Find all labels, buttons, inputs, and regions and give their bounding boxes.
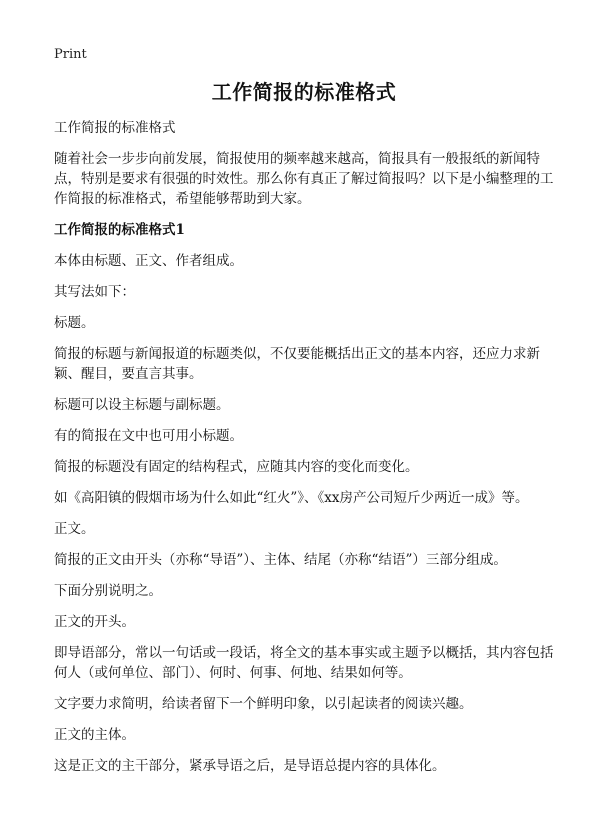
- paragraph: 下面分别说明之。: [54, 583, 162, 599]
- paragraph: 有的简报在文中也可用小标题。: [54, 428, 243, 444]
- paragraph: 文字要力求简明，给读者留下一个鲜明印象，以引起读者的阅读兴趣。: [54, 696, 473, 712]
- paragraph: 随着社会一步步向前发展，简报使用的频率越来越高，简报具有一般报纸的新闻特点，特别是要求有很强的时效性。那么你有真正了解过简报吗？以下是小编整理的工作简报的标准格式，希望能够帮助到大家。: [54, 151, 554, 207]
- document-page: [54, 78, 554, 787]
- paragraph: 标题可以设主标题与副标题。: [54, 397, 230, 413]
- paragraph: 简报的正文由开头（亦称“导语”）、主体、结尾（亦称“结语”）三部分组成。: [54, 552, 507, 568]
- section-heading: 工作简报的标准格式1: [54, 222, 185, 238]
- paragraph: 正文的开头。: [54, 614, 135, 630]
- print-link[interactable]: Print: [54, 47, 87, 62]
- paragraph: 这是正文的主干部分，紧承导语之后，是导语总提内容的具体化。: [54, 758, 446, 774]
- paragraph: 简报的标题与新闻报道的标题类似，不仅要能概括出正文的基本内容，还应力求新颖、醒目，要直言其事。: [54, 346, 540, 382]
- paragraph: 标题。: [54, 315, 95, 331]
- paragraph: 即导语部分，常以一句话或一段话，将全文的基本事实或主题予以概括，其内容包括何人（或何单位、部门）、何时、何事、何地、结果如何等。: [54, 645, 554, 681]
- paragraph: 本体由标题、正文、作者组成。: [54, 253, 243, 269]
- paragraph: 简报的标题没有固定的结构程式，应随其内容的变化而变化。: [54, 459, 419, 475]
- document-body: [54, 118, 554, 776]
- paragraph: 正文。: [54, 521, 95, 537]
- paragraph: 工作简报的标准格式: [54, 120, 176, 136]
- page-title: 工作简报的标准格式: [211, 80, 397, 104]
- paragraph: 如《高阳镇的假烟市场为什么如此“红火”》、《xx房产公司短斤少两近一成》等。: [54, 490, 529, 506]
- paragraph: 其写法如下：: [54, 284, 135, 300]
- paragraph: 正文的主体。: [54, 727, 135, 743]
